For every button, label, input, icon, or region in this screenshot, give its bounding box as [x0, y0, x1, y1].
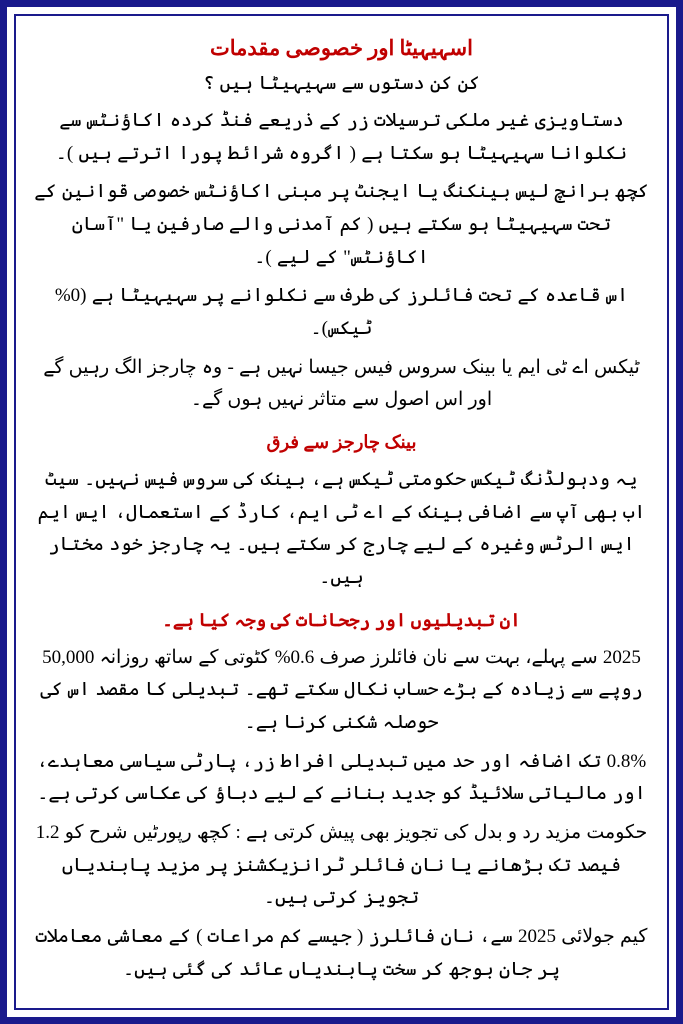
document-body — [14, 14, 669, 1010]
section-3-paragraph-1: 2025 سے پہلے، بہت سے نان فائلرز صرف 0.6% کٹوتی کے ساتھ روزانہ 50,000 روپے سے زیادہ کے بڑے حساب نکال سکتے تھے۔ تبدیلی کا مقصد اس کی حوصلہ شکنی کرنا ہے۔ — [40, 646, 643, 734]
paragraph-1: دستاویزی غیر ملکی ترسیلات زر کے ذریعے فنڈ کردہ اکاؤنٹس سے نکلوانا سہیہیٹا ہو سکتا ہے ( اگروہ شرائط پورا اترتے ہیں )۔ — [55, 110, 628, 164]
paragraph-question: کن کن دستوں سے سہیہیٹا ہیں ؟ — [203, 73, 480, 95]
section-3-paragraph-4: کیم جولائی 2025 سے، نان فائلرز ( جیسے کم مراعات ) کے معاشی معاملات پر جان بوجھ کر سخت پابندیاں عائد کی گئی ہیں۔ — [35, 926, 648, 980]
paragraph-3: اس قاعدہ کے تحت فائلرز کی طرف سے نکلوانے پر سہیہیٹا ہے (0% ٹیکس)۔ — [54, 285, 629, 340]
section-3-paragraph-2: 0.8% تک اضافہ اور حد میں تبدیلی افراط زر، پارٹی سیاسی معاہدے، اور مالیاتی سلائیڈ کو جدید بنانے کے لیے دباؤ کی عکاسی کرتی ہے۔ — [36, 750, 647, 805]
paragraph-2: کچھ برانچ لیس بینکنگ یا ایجنٹ پر مبنی اکاؤنٹس خصوصی قوانین کے تحت سہیہیٹا ہو سکتے ہیں ( کم آمدنی والے صارفین یا "آسان اکاؤنٹس" کے لیے )۔ — [34, 181, 649, 268]
section-3-paragraph-3: حکومت مزید رد و بدل کی تجویز بھی پیش کرتی ہے : کچھ رپورٹیں شرح کو 1.2 فیصد تک بڑھانے یا نان فائلر ٹرانزیکشنز پر مزید پابندیاں تجویز کرتی ہیں۔ — [35, 822, 648, 909]
section-heading-bank-charges: بینک چارجز سے فرق — [266, 432, 417, 453]
section-heading-reasons: ان تبدیلیوں اور رجحانات کی وجہ کیا ہے۔ — [162, 609, 521, 630]
paragraph-4: ٹیکس اے ٹی ایم یا بینک سروس فیس جیسا نہیں ہے - وہ چارجز الگ رہیں گے اور اس اصول سے متاثر نہیں ہوں گے۔ — [43, 356, 640, 411]
page-title: اسہیہیٹا اور خصوصی مقدمات — [209, 36, 473, 60]
section-2-paragraph-1: یہ ودہولڈنگ ٹیکس حکومتی ٹیکس ہے، بینک کی سروس فیس نہیں۔ سیٹ اب بھی آپ سے اضافی بینک کے اے ٹی ایم، کارڈ کے استعمال، ایس ایم ایس الرٹس وغیرہ کے لیے چارج کر سکتے ہیں۔ یہ چارجز خود مختار ہیں۔ — [37, 469, 646, 589]
